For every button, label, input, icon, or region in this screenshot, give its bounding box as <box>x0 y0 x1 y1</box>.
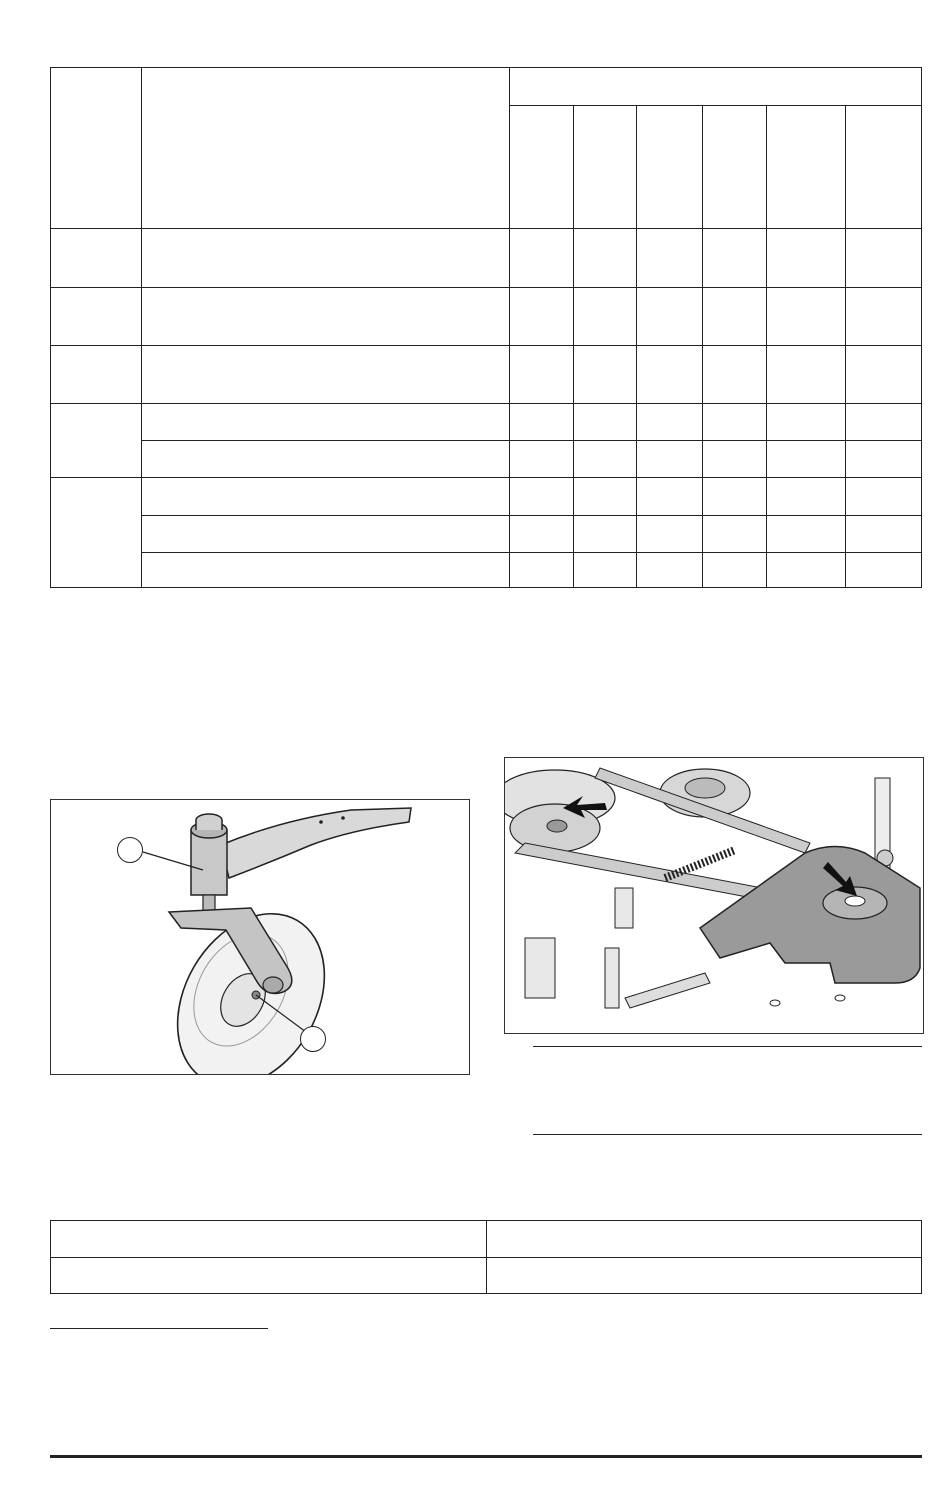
callout-1 <box>117 837 143 863</box>
mower-deck-figure <box>504 757 924 1034</box>
table-hline <box>51 1257 921 1258</box>
mower-deck-illustration <box>505 758 923 1033</box>
table-hline <box>509 105 921 106</box>
table-hline <box>141 552 921 553</box>
caster-wheel-figure <box>50 799 470 1075</box>
table-hline <box>51 287 921 288</box>
table-hline <box>141 515 921 516</box>
table-hline <box>51 477 921 478</box>
spec-table <box>50 1220 922 1294</box>
table-vline <box>141 68 142 587</box>
table-vline <box>509 68 510 587</box>
note-rule-top <box>533 1046 922 1047</box>
maintenance-table <box>50 67 922 588</box>
table-hline <box>51 345 921 346</box>
table-hline <box>51 228 921 229</box>
table-hline <box>51 403 921 404</box>
callout-2 <box>300 1026 326 1052</box>
note-rule-bottom <box>533 1134 922 1135</box>
footnote-rule <box>50 1328 268 1329</box>
table-hline <box>141 440 921 441</box>
footer-rule <box>50 1455 922 1458</box>
caster-wheel-illustration <box>51 800 469 1074</box>
